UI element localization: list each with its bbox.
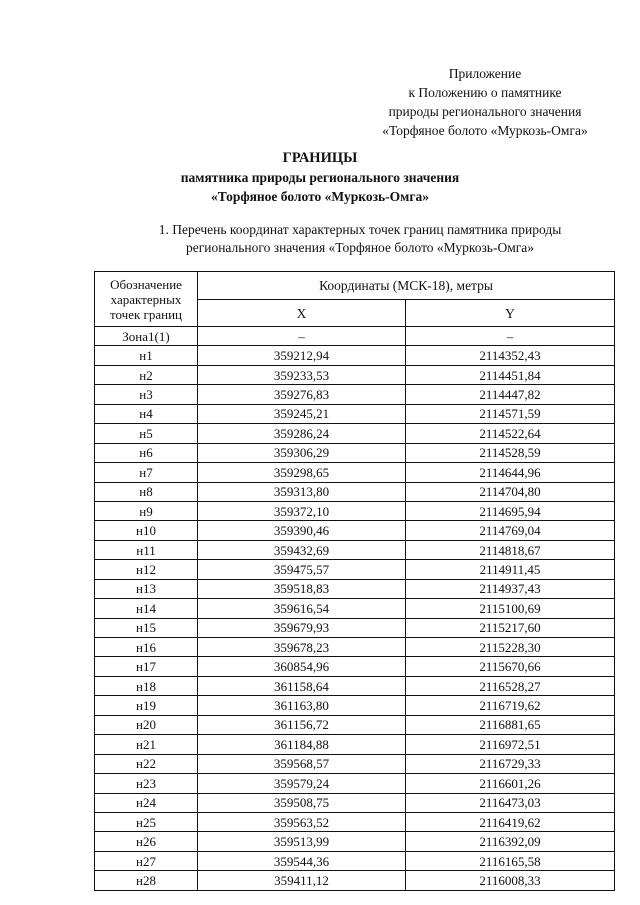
point-name-cell: н1 [95,346,198,365]
x-coordinate-cell: – [198,327,406,346]
x-coordinate-cell: 359212,94 [198,346,406,365]
x-coordinate-cell: 361156,72 [198,715,406,734]
table-row [95,482,615,501]
table-row [95,754,615,773]
y-coordinate-cell: 2114352,43 [406,346,615,365]
y-coordinate-cell: 2114704,80 [406,482,615,501]
x-coordinate-cell: 359579,24 [198,774,406,793]
y-coordinate-cell: 2116601,26 [406,774,615,793]
column-header-coordinates: Координаты (МСК-18), метры [198,272,615,300]
x-coordinate-cell: 359245,21 [198,404,406,423]
appendix-line: к Положению о памятнике [408,85,562,100]
y-coordinate-cell: 2115670,66 [406,657,615,676]
x-coordinate-cell: 359432,69 [198,540,406,559]
y-coordinate-cell: 2114571,59 [406,404,615,423]
x-coordinate-cell: 360854,96 [198,657,406,676]
y-coordinate-cell: 2115228,30 [406,638,615,657]
table-row [95,346,615,365]
x-coordinate-cell: 359678,23 [198,638,406,657]
point-name-cell: н18 [95,676,198,695]
point-name-cell: н9 [95,501,198,520]
x-coordinate-cell: 359544,36 [198,851,406,870]
point-name-cell: н27 [95,851,198,870]
point-name-cell: н6 [95,443,198,462]
y-coordinate-cell: 2116473,03 [406,793,615,812]
table-row [95,696,615,715]
coordinates-table [94,271,615,891]
x-coordinate-cell: 359563,52 [198,812,406,831]
x-coordinate-cell: 361158,64 [198,676,406,695]
y-coordinate-cell: 2116972,51 [406,735,615,754]
y-coordinate-cell: 2114818,67 [406,540,615,559]
point-name-cell: н19 [95,696,198,715]
y-coordinate-cell: 2114695,94 [406,501,615,520]
x-coordinate-cell: 359513,99 [198,832,406,851]
point-name-cell: н11 [95,540,198,559]
point-name-cell: н16 [95,638,198,657]
table-row [95,385,615,404]
y-coordinate-cell: 2114528,59 [406,443,615,462]
point-name-cell: н10 [95,521,198,540]
coordinates-table-body [95,327,615,891]
point-name-cell: н7 [95,463,198,482]
appendix-line: природы регионального значения [388,104,582,119]
table-row [95,443,615,462]
point-name-cell: н22 [95,754,198,773]
x-coordinate-cell: 359298,65 [198,463,406,482]
point-name-cell: н8 [95,482,198,501]
point-name-cell: н4 [95,404,198,423]
y-coordinate-cell: 2115217,60 [406,618,615,637]
x-coordinate-cell: 359568,57 [198,754,406,773]
table-row [95,404,615,423]
point-name-cell: н21 [95,735,198,754]
x-coordinate-cell: 359286,24 [198,424,406,443]
y-coordinate-cell: 2116392,09 [406,832,615,851]
point-name-cell: н2 [95,365,198,384]
table-row [95,327,615,346]
table-row [95,618,615,637]
section-title-line: регионального значения «Торфяное болото «Муркозь-Омга» [185,240,535,255]
document-title: ГРАНИЦЫ [282,150,358,166]
point-name-cell: н28 [95,871,198,890]
heading-line: памятника природы регионального значения [180,170,460,185]
point-name-cell: н26 [95,832,198,851]
table-row [95,521,615,540]
appendix-line: Приложение [448,66,522,81]
x-coordinate-cell: 359475,57 [198,560,406,579]
table-row [95,832,615,851]
y-coordinate-cell: 2116008,33 [406,871,615,890]
point-name-cell: н17 [95,657,198,676]
table-row [95,540,615,559]
table-row [95,579,615,598]
document-heading [0,149,640,206]
y-coordinate-cell: 2116528,27 [406,676,615,695]
table-row [95,793,615,812]
x-coordinate-cell: 359390,46 [198,521,406,540]
x-coordinate-cell: 361163,80 [198,696,406,715]
point-name-cell: н24 [95,793,198,812]
y-coordinate-cell: 2114451,84 [406,365,615,384]
y-coordinate-cell: 2116881,65 [406,715,615,734]
table-row [95,676,615,695]
y-coordinate-cell: 2114447,82 [406,385,615,404]
y-coordinate-cell: 2114769,04 [406,521,615,540]
table-row [95,871,615,890]
table-row [95,735,615,754]
x-coordinate-cell: 359372,10 [198,501,406,520]
point-name-cell: н15 [95,618,198,637]
x-coordinate-cell: 359313,80 [198,482,406,501]
section-title-line: 1. Перечень координат характерных точек границ памятника природы [158,222,562,237]
point-name-cell: н3 [95,385,198,404]
point-name-cell: Зона1(1) [95,327,198,346]
point-name-cell: н20 [95,715,198,734]
x-coordinate-cell: 359616,54 [198,599,406,618]
point-name-cell: н14 [95,599,198,618]
y-coordinate-cell: 2115100,69 [406,599,615,618]
y-coordinate-cell: 2114911,45 [406,560,615,579]
table-row [95,657,615,676]
x-coordinate-cell: 359233,53 [198,365,406,384]
table-row [95,365,615,384]
table-row [95,715,615,734]
table-row [95,424,615,443]
y-coordinate-cell: 2114644,96 [406,463,615,482]
section-title [110,221,610,257]
x-coordinate-cell: 361184,88 [198,735,406,754]
table-row [95,774,615,793]
x-coordinate-cell: 359518,83 [198,579,406,598]
y-coordinate-cell: 2114522,64 [406,424,615,443]
x-coordinate-cell: 359306,29 [198,443,406,462]
point-name-cell: н25 [95,812,198,831]
column-header-y: Y [406,300,615,327]
table-row [95,599,615,618]
table-row [95,812,615,831]
point-name-cell: н12 [95,560,198,579]
y-coordinate-cell: 2114937,43 [406,579,615,598]
point-name-cell: н23 [95,774,198,793]
y-coordinate-cell: 2116419,62 [406,812,615,831]
y-coordinate-cell: 2116729,33 [406,754,615,773]
x-coordinate-cell: 359508,75 [198,793,406,812]
point-name-cell: н5 [95,424,198,443]
y-coordinate-cell: 2116165,58 [406,851,615,870]
table-row [95,851,615,870]
column-header-x: X [198,300,406,327]
x-coordinate-cell: 359679,93 [198,618,406,637]
table-row [95,501,615,520]
point-name-cell: н13 [95,579,198,598]
y-coordinate-cell: – [406,327,615,346]
appendix-note [340,64,630,140]
x-coordinate-cell: 359276,83 [198,385,406,404]
x-coordinate-cell: 359411,12 [198,871,406,890]
appendix-line: «Торфяное болото «Муркозь-Омга» [382,123,588,138]
table-row [95,638,615,657]
table-row [95,463,615,482]
table-row [95,560,615,579]
column-header-point-name: Обозначение характерных точек границ [95,272,198,327]
heading-line: «Торфяное болото «Муркозь-Омга» [211,189,429,204]
y-coordinate-cell: 2116719,62 [406,696,615,715]
